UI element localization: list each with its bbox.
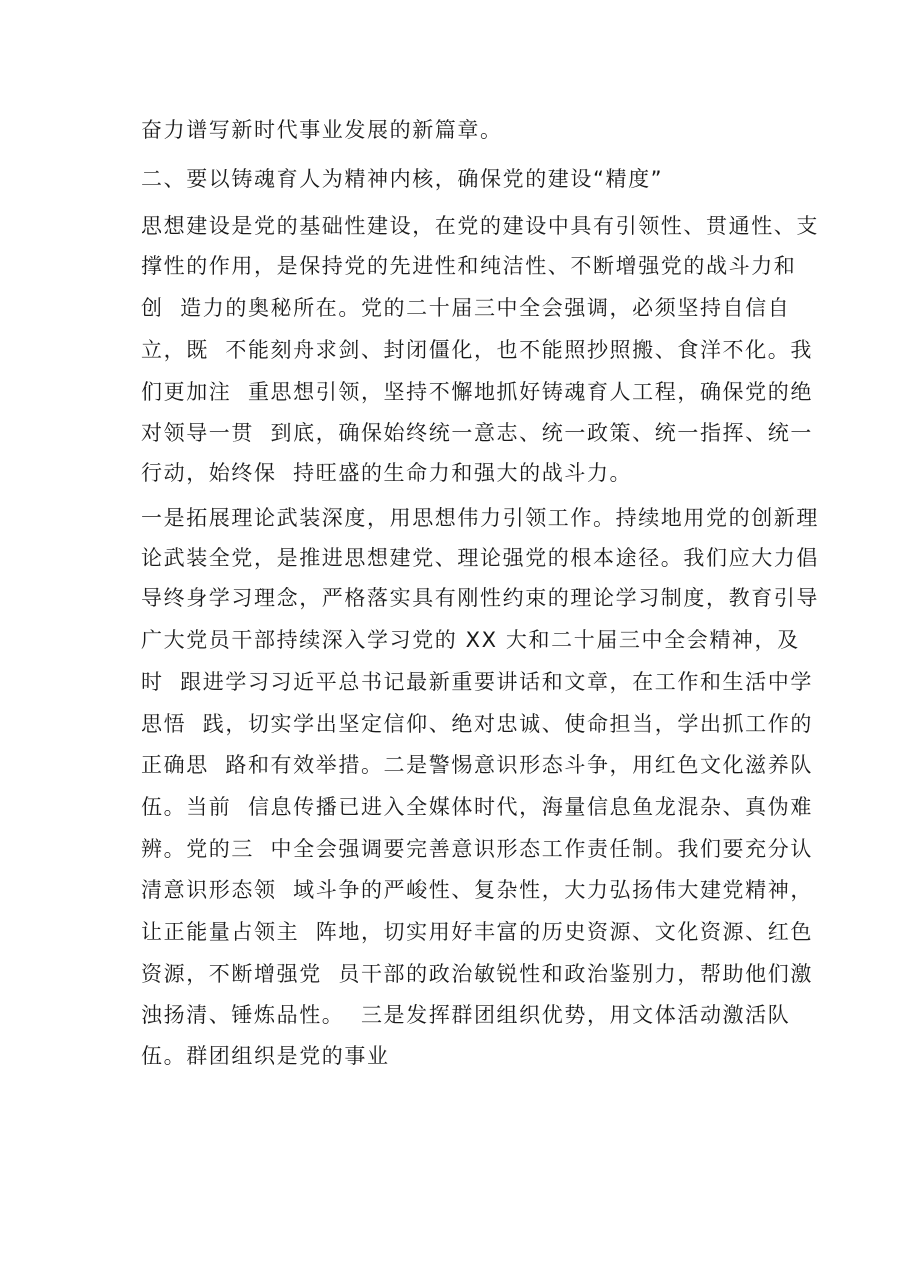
paragraph-line: 让正能量占领主 阵地，切实用好丰富的历史资源、文化资源、红色 [141,920,813,944]
paragraph-line: 正确思 路和有效举措。二是警惕意识形态斗争，用红色文化滋养队 [141,753,813,777]
paragraph-line: 们更加注 重思想引领，坚持不懈地抓好铸魂育人工程，确保党的绝 [141,380,813,404]
paragraph-line: 一是拓展理论武装深度，用思想伟力引领工作。持续地用党的创新理 [141,506,819,530]
paragraph-line: 清意识形态领 域斗争的严峻性、复杂性，大力弘扬伟大建党精神， [141,878,813,902]
paragraph-line: 伍。当前 信息传播已进入全媒体时代，海量信息鱼龙混杂、真伪难 [141,795,813,819]
paragraph-line: 导终身学习理念，严格落实具有刚性约束的理论学习制度，教育引导 [141,586,819,610]
paragraph-line: 浊扬清、锤炼品性。 三是发挥群团组织优势，用文体活动激活队 [141,1003,791,1027]
paragraph-line: 对领导一贯 到底，确保始终统一意志、统一政策、统一指挥、统一 [141,421,813,445]
paragraph-line: 创 造力的奥秘所在。党的二十届三中全会强调，必须坚持自信自 [141,296,791,320]
paragraph-line: 思悟 践，切实学出坚定信仰、绝对忠诚、使命担当，学出抓工作的 [141,712,813,736]
paragraph-line: 伍。群团组织是党的事业 [141,1044,390,1068]
paragraph-line: 论武装全党，是推进思想建党、理论强党的根本途径。我们应大力倡 [141,546,819,570]
paragraph-line: 行动，始终保 持旺盛的生命力和强大的战斗力。 [141,461,633,485]
paragraph-line: 奋力谱写新时代事业发展的新篇章。 [141,118,503,142]
paragraph-line: 广大党员干部持续深入学习党的 XX 大和二十届三中全会精神，及 [141,628,800,652]
paragraph-line: 立，既 不能刻舟求剑、封闭僵化，也不能照抄照搬、食洋不化。我 [141,338,813,362]
paragraph-line: 辨。党的三 中全会强调要完善意识形态工作责任制。我们要充分认 [141,837,813,861]
section-heading: 二、要以铸魂育人为精神内核，确保党的建设“精度” [141,167,664,191]
paragraph-line: 资源，不断增强党 员干部的政治敏锐性和政治鉴别力，帮助他们激 [141,962,813,986]
paragraph-line: 思想建设是党的基础性建设，在党的建设中具有引领性、贯通性、支 [141,214,819,238]
paragraph-line: 时 跟进学习习近平总书记最新重要讲话和文章，在工作和生活中学 [141,670,813,694]
paragraph-line: 撑性的作用，是保持党的先进性和纯洁性、不断增强党的战斗力和 [141,254,797,278]
